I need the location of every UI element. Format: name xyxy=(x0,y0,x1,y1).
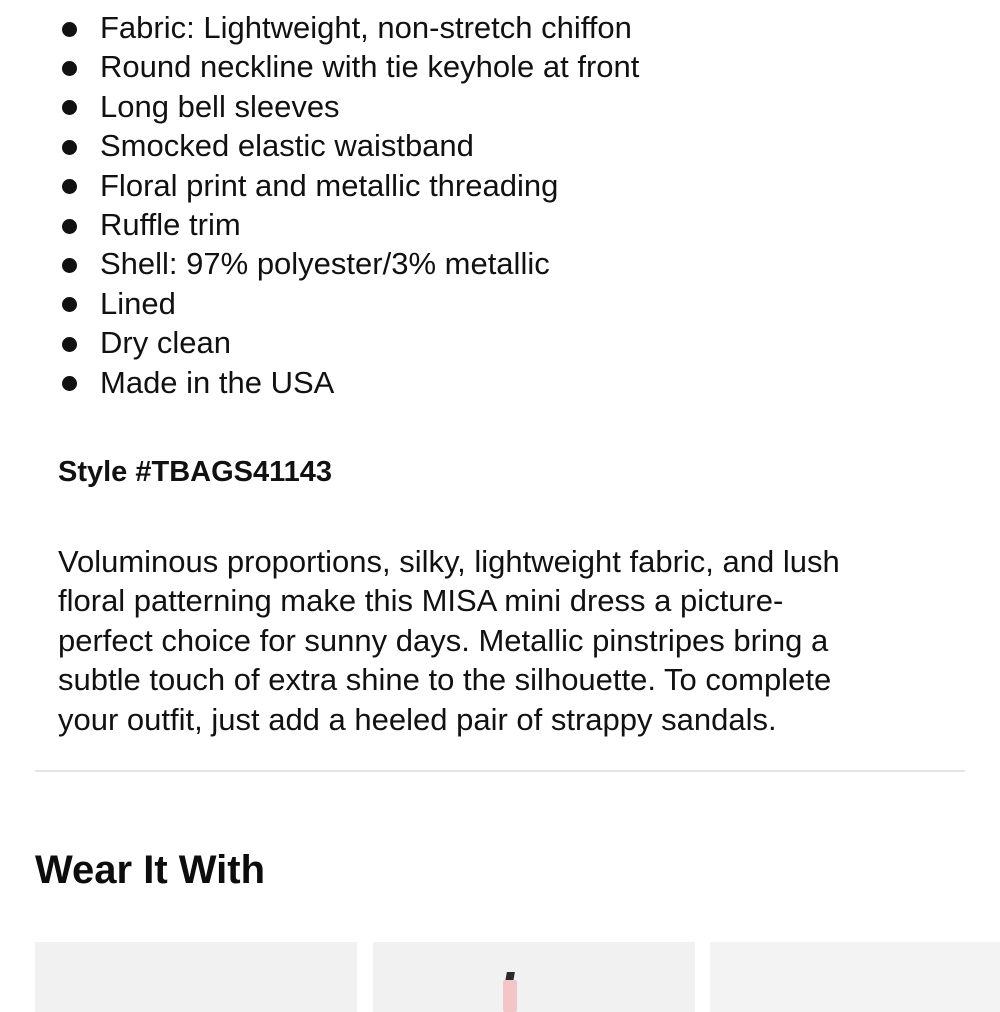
description-line: your outfit, just add a heeled pair of strappy sandals. xyxy=(58,701,777,737)
bullet-icon xyxy=(62,376,77,391)
product-details-list xyxy=(58,8,639,402)
product-image[interactable] xyxy=(710,942,1000,1012)
list-item xyxy=(58,87,639,126)
detail-text: Smocked elastic waistband xyxy=(100,128,474,164)
bullet-icon xyxy=(62,258,77,273)
bullet-icon xyxy=(62,100,77,115)
list-item xyxy=(58,47,639,86)
bullet-icon xyxy=(62,297,77,312)
detail-text: Round neckline with tie keyhole at front xyxy=(100,49,640,85)
detail-text: Made in the USA xyxy=(100,364,335,400)
detail-text: Shell: 97% polyester/3% metallic xyxy=(100,246,550,282)
list-item xyxy=(58,244,639,283)
description-line: floral patterning make this MISA mini dress a picture- xyxy=(58,583,784,619)
lipstick-body xyxy=(503,980,517,1012)
lipstick-image[interactable] xyxy=(499,972,523,1012)
description-line: perfect choice for sunny days. Metallic pinstripes bring a xyxy=(58,622,829,658)
product-image[interactable] xyxy=(35,942,357,1012)
detail-text: Long bell sleeves xyxy=(100,88,340,124)
bullet-icon xyxy=(62,22,77,37)
product-card-1[interactable] xyxy=(35,942,357,1012)
bullet-icon xyxy=(62,61,77,76)
list-item xyxy=(58,166,639,205)
detail-text: Floral print and metallic threading xyxy=(100,167,559,203)
detail-text: Dry clean xyxy=(100,325,231,361)
list-item xyxy=(58,363,639,402)
detail-text: Ruffle trim xyxy=(100,206,241,242)
description-line: Voluminous proportions, silky, lightweight fabric, and lush xyxy=(58,544,840,579)
list-item xyxy=(58,126,639,165)
bullet-icon xyxy=(62,219,77,234)
bullet-icon xyxy=(62,337,77,352)
description-line: subtle touch of extra shine to the silhouette. To complete xyxy=(58,662,832,698)
bullet-icon xyxy=(62,179,77,194)
bullet-icon xyxy=(62,140,77,155)
list-item xyxy=(58,284,639,323)
product-description xyxy=(58,542,958,739)
list-item xyxy=(58,8,639,47)
style-number: Style #TBAGS41143 xyxy=(58,456,333,488)
list-item xyxy=(58,323,639,362)
product-card-3[interactable] xyxy=(710,942,1000,1012)
section-divider xyxy=(35,770,965,772)
wear-it-with-title: Wear It With xyxy=(35,848,266,892)
detail-text: Fabric: Lightweight, non-stretch chiffon xyxy=(100,10,632,45)
product-card-2[interactable] xyxy=(373,942,695,1012)
list-item xyxy=(58,205,639,244)
detail-text: Lined xyxy=(100,285,176,321)
